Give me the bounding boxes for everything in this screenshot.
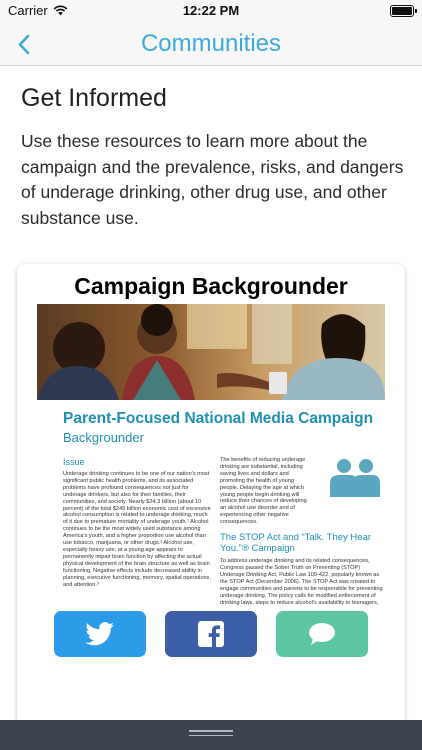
twitter-share-button[interactable] [54, 611, 146, 657]
doc-subtitle: Backgrounder [63, 430, 144, 445]
family-icon [322, 457, 386, 497]
hero-photo [37, 304, 385, 400]
issue-heading: Issue [63, 457, 85, 467]
twitter-bird-icon [85, 622, 115, 646]
status-bar [0, 0, 422, 22]
drawer-handle[interactable] [189, 730, 233, 740]
message-share-button[interactable] [276, 611, 368, 657]
speech-bubble-icon [308, 622, 336, 646]
carrier-label: Carrier [8, 3, 48, 18]
nav-title: Communities [140, 30, 282, 57]
battery-icon [390, 5, 414, 17]
stop-act-text: To address underage drinking and its related consequences, Congress passed the Sober Truth on Preventing (STOP) Underage Drinking Act, Public Law 109-422, popularly known as the STOP Act (December 2006). The STOP Act was created to engage communities and parents to be responsible for preventing underage drinking. The policy calls for modified enforcement of drinking laws, steps to reduce alcohol's availability to teenagers, [220, 558, 383, 606]
card-title: Campaign Backgrounder [74, 273, 348, 299]
bottom-bar [0, 720, 422, 750]
doc-column-left [63, 457, 211, 588]
stop-act-heading: The STOP Act and “Talk. They Hear You.”® Campaign [220, 532, 372, 555]
doc-column-right [220, 457, 386, 606]
navigation-bar [0, 22, 422, 66]
intro-text: Use these resources to learn more about the campaign and the prevalence, risks, and dangers of underage drinking, other drug use, and other substance use. [21, 131, 404, 228]
facebook-f-icon [198, 621, 224, 647]
facebook-share-button[interactable] [165, 611, 257, 657]
share-row [0, 611, 422, 657]
issue-text: Underage drinking continues to be one of our nation's most significant public health problems, and its associated problems have profound consequences not just for underage drinkers, but also for their families, their communities, and society. Nearly $24.3 billion (about 10 percent) of the total $249 billion economic cost of excessive alcohol consumption is related to underage drinking, much of it due to premature mortality of underage youth.¹ Alcohol continues to be the most widely used substance among America's youth, and a higher proportion use alcohol than use tobacco, marijuana, or other drugs.² Alcohol use, especially heavy use, at a young age appears to permanently impair brain function by affecting the actual physical development of the brain structure as well as brain functioning. Negative effects include decreased ability in planning, executive functioning, memory, spatial operations, and attention.³ [63, 471, 211, 588]
doc-title: Parent-Focused National Media Campaign [63, 410, 374, 427]
status-time: 12:22 PM [182, 3, 240, 18]
page-heading: Get Informed [21, 84, 167, 112]
benefits-text: The benefits of reducing underage drinking are substantial, including saving lives and dollars and promoting the health of young people. Delaying the age at which young people begin drinking will reduce their chances of developing an alcohol use disorder and of experiencing other negative consequences. [220, 457, 307, 526]
